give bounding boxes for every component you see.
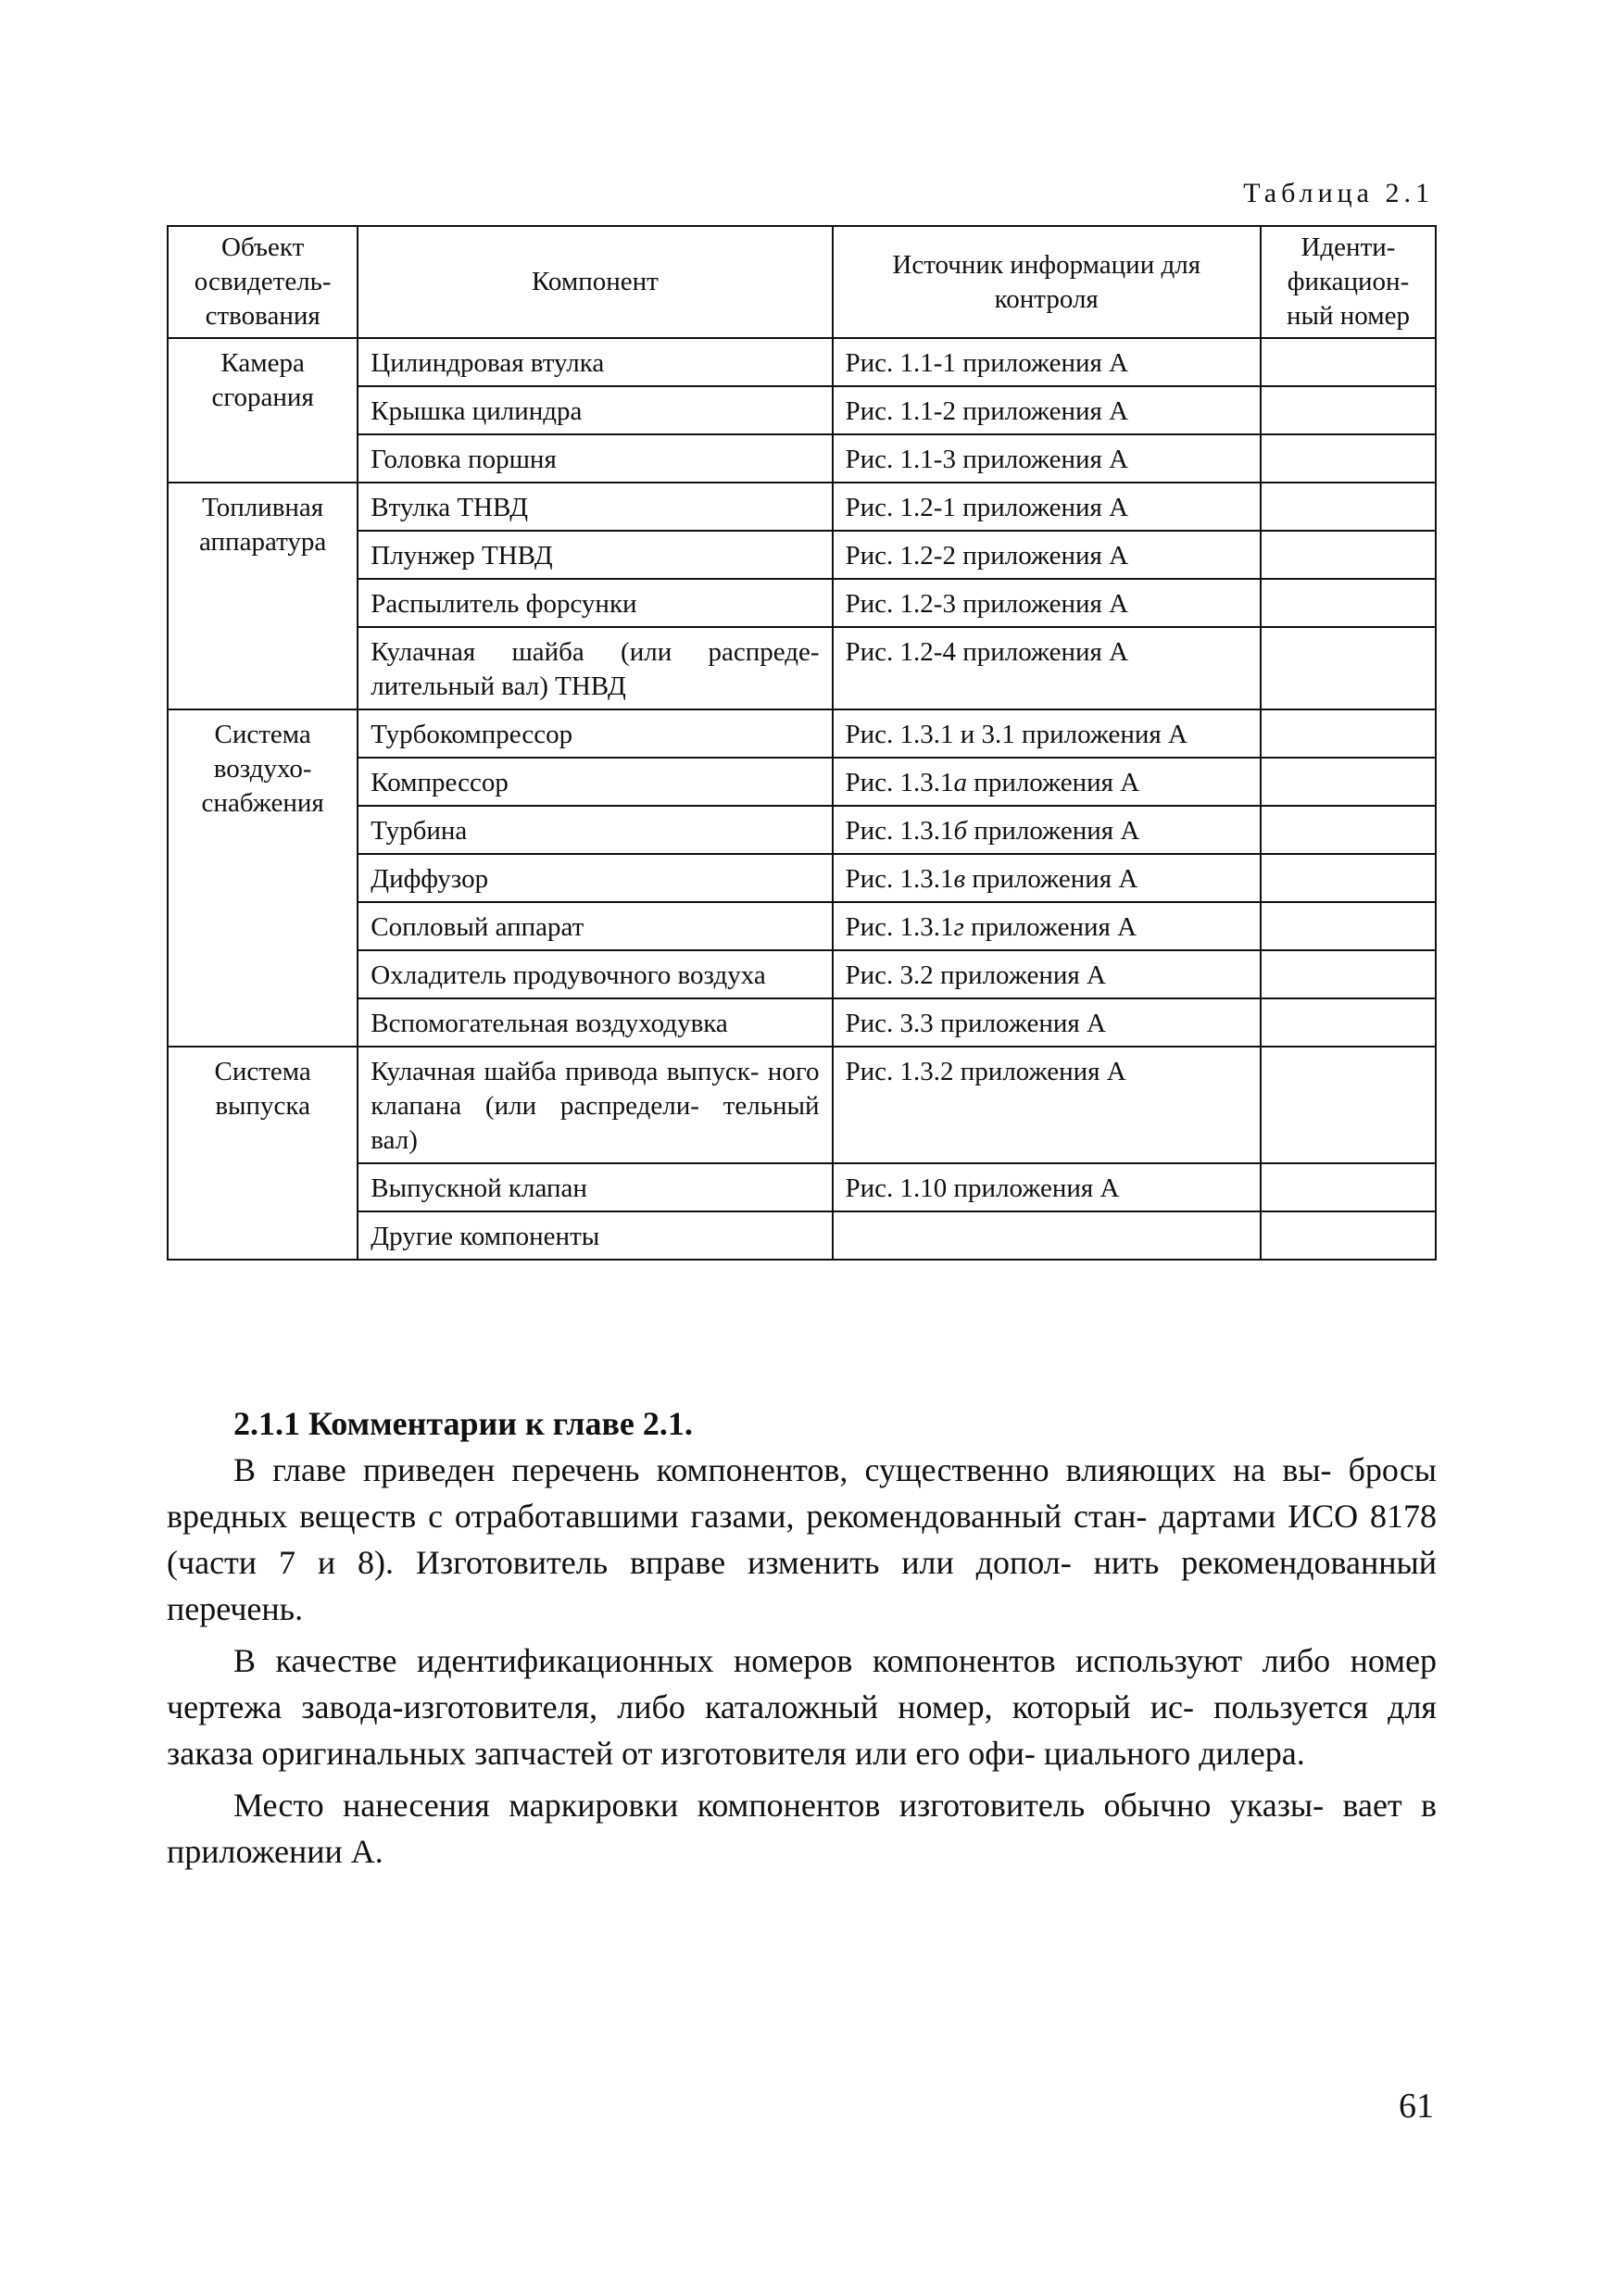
source-suffix: приложения А bbox=[967, 768, 1140, 797]
source-cell: Рис. 3.3 приложения А bbox=[833, 998, 1261, 1047]
id-number-cell bbox=[1261, 806, 1436, 854]
source-cell: Рис. 3.2 приложения А bbox=[833, 950, 1261, 998]
table-caption: Таблица 2.1 bbox=[1243, 178, 1434, 208]
component-cell: Турбокомпрессор bbox=[358, 709, 832, 758]
component-cell: Компрессор bbox=[358, 758, 832, 806]
object-cell: Камера сгорания bbox=[168, 338, 358, 483]
component-cell: Втулка ТНВД bbox=[358, 483, 832, 531]
component-cell: Охладитель продувочного воздуха bbox=[358, 950, 832, 998]
table-row bbox=[168, 386, 1436, 434]
header-component: Компонент bbox=[358, 226, 832, 338]
component-cell: Плунжер ТНВД bbox=[358, 531, 832, 579]
table-row bbox=[168, 483, 1436, 531]
source-cell: Рис. 1.1-1 приложения А bbox=[833, 338, 1261, 386]
table-row bbox=[168, 627, 1436, 709]
table-row bbox=[168, 709, 1436, 758]
header-id-number: Иденти- фикацион- ный номер bbox=[1261, 226, 1436, 338]
source-cell: Рис. 1.2-3 приложения А bbox=[833, 579, 1261, 627]
source-cell bbox=[833, 758, 1261, 806]
source-prefix: Рис. 1.3.1 bbox=[845, 768, 954, 797]
table-row bbox=[168, 434, 1436, 483]
header-source: Источник информации для контроля bbox=[833, 226, 1261, 338]
table-row bbox=[168, 902, 1436, 950]
source-suffix: приложения А bbox=[967, 816, 1140, 846]
source-cell bbox=[833, 1211, 1261, 1260]
id-number-cell bbox=[1261, 1047, 1436, 1163]
id-number-cell bbox=[1261, 531, 1436, 579]
source-suffix: приложения А bbox=[963, 912, 1137, 942]
id-number-cell bbox=[1261, 709, 1436, 758]
table-row bbox=[168, 998, 1436, 1047]
component-cell: Диффузор bbox=[358, 854, 832, 902]
source-cell: Рис. 1.1-3 приложения А bbox=[833, 434, 1261, 483]
source-suffix: приложения А bbox=[965, 864, 1138, 894]
component-cell: Выпускной клапан bbox=[358, 1163, 832, 1211]
component-cell: Турбина bbox=[358, 806, 832, 854]
component-cell: Головка поршня bbox=[358, 434, 832, 483]
section-heading: 2.1.1 Комментарии к главе 2.1. bbox=[233, 1405, 693, 1442]
table-row bbox=[168, 531, 1436, 579]
table-row bbox=[168, 1163, 1436, 1211]
component-cell: Вспомогательная воздуходувка bbox=[358, 998, 832, 1047]
page-number: 61 bbox=[1399, 2087, 1434, 2126]
id-number-cell bbox=[1261, 579, 1436, 627]
id-number-cell bbox=[1261, 950, 1436, 998]
source-cell: Рис. 1.2-4 приложения А bbox=[833, 627, 1261, 709]
id-number-cell bbox=[1261, 854, 1436, 902]
id-number-cell bbox=[1261, 758, 1436, 806]
table-row bbox=[168, 758, 1436, 806]
table-row bbox=[168, 579, 1436, 627]
object-cell: Система воздухо- снабжения bbox=[168, 709, 358, 1047]
paragraph: Место нанесения маркировки компонентов изготовитель обычно указы- вает в приложении А. bbox=[167, 1787, 1437, 1870]
source-italic-letter: б bbox=[953, 816, 968, 846]
paragraph: В качестве идентификационных номеров компонентов используют либо номер чертежа завода-изготовителя, либо каталожный номер, который ис- пользуется для заказа оригинальных запчастей от изготовителя или его офи- циального дилера. bbox=[167, 1642, 1437, 1772]
id-number-cell bbox=[1261, 386, 1436, 434]
id-number-cell bbox=[1261, 902, 1436, 950]
component-cell: Кулачная шайба (или распреде- лительный вал) ТНВД bbox=[358, 627, 832, 709]
source-prefix: Рис. 1.3.1 bbox=[845, 864, 954, 894]
component-cell: Кулачная шайба привода выпуск- ного клапана (или распредели- тельный вал) bbox=[358, 1047, 832, 1163]
id-number-cell bbox=[1261, 338, 1436, 386]
source-cell: Рис. 1.3.1 и 3.1 приложения А bbox=[833, 709, 1261, 758]
source-cell bbox=[833, 854, 1261, 902]
object-cell: Система выпуска bbox=[168, 1047, 358, 1260]
id-number-cell bbox=[1261, 627, 1436, 709]
table-row bbox=[168, 806, 1436, 854]
table-row bbox=[168, 854, 1436, 902]
component-cell: Крышка цилиндра bbox=[358, 386, 832, 434]
source-italic-letter: а bbox=[953, 768, 968, 797]
object-cell: Топливная аппаратура bbox=[168, 483, 358, 709]
id-number-cell bbox=[1261, 1163, 1436, 1211]
id-number-cell bbox=[1261, 434, 1436, 483]
component-cell: Другие компоненты bbox=[358, 1211, 832, 1260]
source-cell: Рис. 1.2-1 приложения А bbox=[833, 483, 1261, 531]
table-header-row bbox=[168, 226, 1436, 338]
source-cell: Рис. 1.10 приложения А bbox=[833, 1163, 1261, 1211]
source-cell: Рис. 1.3.2 приложения А bbox=[833, 1047, 1261, 1163]
id-number-cell bbox=[1261, 1211, 1436, 1260]
source-italic-letter: в bbox=[953, 864, 966, 894]
source-cell: Рис. 1.1-2 приложения А bbox=[833, 386, 1261, 434]
comments-section bbox=[167, 1400, 1437, 1875]
header-object: Объект освидетель- ствования bbox=[168, 226, 358, 338]
table-row bbox=[168, 338, 1436, 386]
component-cell: Сопловый аппарат bbox=[358, 902, 832, 950]
id-number-cell bbox=[1261, 483, 1436, 531]
source-italic-letter: г bbox=[953, 912, 964, 942]
table-row bbox=[168, 1047, 1436, 1163]
component-cell: Распылитель форсунки bbox=[358, 579, 832, 627]
source-prefix: Рис. 1.3.1 bbox=[845, 912, 954, 942]
id-number-cell bbox=[1261, 998, 1436, 1047]
component-cell: Цилиндровая втулка bbox=[358, 338, 832, 386]
source-cell bbox=[833, 902, 1261, 950]
paragraph: В главе приведен перечень компонентов, существенно влияющих на вы- бросы вредных веществ с отработавшими газами, рекомендованный стан- дартами ИСО 8178 (части 7 и 8). Изготовитель вправе изменить или допол- нить рекомендованный перечень. bbox=[167, 1451, 1437, 1627]
table-row bbox=[168, 1211, 1436, 1260]
source-cell: Рис. 1.2-2 приложения А bbox=[833, 531, 1261, 579]
source-prefix: Рис. 1.3.1 bbox=[845, 816, 954, 846]
components-table bbox=[167, 225, 1437, 1261]
source-cell bbox=[833, 806, 1261, 854]
table-row bbox=[168, 950, 1436, 998]
